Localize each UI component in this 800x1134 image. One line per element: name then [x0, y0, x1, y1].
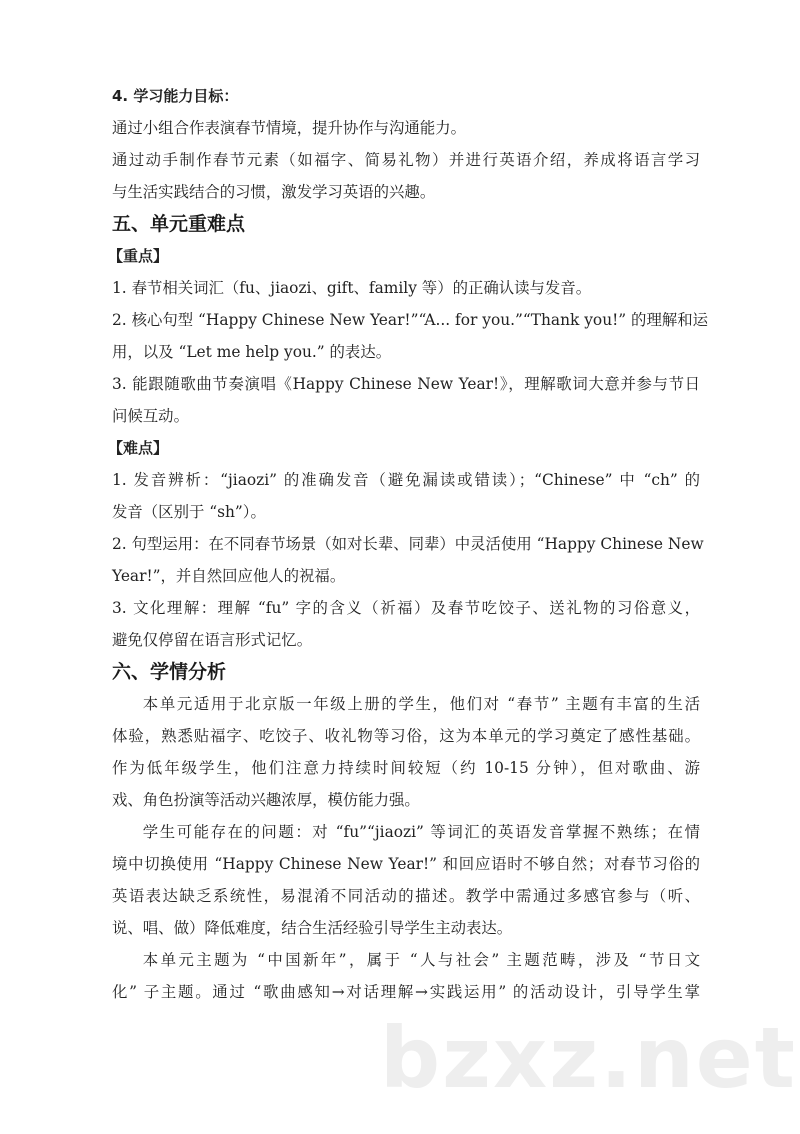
text-line: 体验，熟悉贴福字、吃饺子、收礼物等习俗，这为本单元的学习奠定了感性基础。: [112, 727, 700, 745]
text-line: 问候互动。: [112, 407, 189, 425]
text-line: 作为低年级学生，他们注意力持续时间较短（约 10-15 分钟），但对歌曲、游: [112, 759, 700, 777]
text-line: 本单元适用于北京版一年级上册的学生，他们对 “春节” 主题有丰富的生活: [142, 695, 700, 713]
document-page: [108, 80, 709, 1008]
section-heading: 五、单元重难点: [112, 213, 246, 235]
text-line: 3. 文化理解：理解 “fu” 字的含义（祈福）及春节吃饺子、送礼物的习俗意义，: [112, 599, 700, 617]
text-line: 3. 能跟随歌曲节奏演唱《Happy Chinese New Year!》，理解歌词大意并参与节日: [112, 375, 700, 393]
text-line: 英语表达缺乏系统性，易混淆不同活动的描述。教学中需通过多感官参与（听、: [112, 887, 700, 905]
text-line: 本单元主题为 “中国新年”，属于 “人与社会” 主题范畴，涉及 “节日文: [142, 951, 700, 969]
text-line: 通过动手制作春节元素（如福字、简易礼物）并进行英语介绍，养成将语言学习: [112, 151, 700, 169]
text-line: 与生活实践结合的习惯，激发学习英语的兴趣。: [112, 183, 436, 201]
text-line: 说、唱、做）降低难度，结合生活经验引导学生主动表达。: [112, 919, 513, 937]
text-line: 发音（区别于 “sh”）。: [112, 503, 266, 521]
text-line: 2. 核心句型 “Happy Chinese New Year!”“A... for you.”“Thank you!” 的理解和运: [112, 311, 709, 329]
text-line: 学生可能存在的问题：对 “fu”“jiaozi” 等词汇的英语发音掌握不熟练；在情: [142, 823, 700, 841]
key-points-label: 【重点】: [108, 247, 169, 265]
text-line: Year!”，并自然回应他人的祝福。: [112, 567, 346, 585]
text-line: 境中切换使用 “Happy Chinese New Year!” 和回应语时不够自然；对春节习俗的: [112, 855, 700, 873]
text-line: 通过小组合作表演春节情境，提升协作与沟通能力。: [112, 119, 466, 137]
watermark: bzxz.net: [380, 1009, 797, 1107]
text-line: 化” 子主题。通过 “歌曲感知→对话理解→实践运用” 的活动设计，引导学生掌: [112, 983, 700, 1001]
text-line: 2. 句型运用：在不同春节场景（如对长辈、同辈）中灵活使用 “Happy Chinese New: [112, 535, 704, 553]
text-line: 避免仅停留在语言形式记忆。: [112, 631, 313, 649]
text-line: 1. 春节相关词汇（fu、jiaozi、gift、family 等）的正确认读与发音。: [112, 279, 592, 297]
text-line: 戏、角色扮演等活动兴趣浓厚，模仿能力强。: [112, 791, 420, 809]
difficult-points-label: 【难点】: [108, 439, 169, 457]
section-heading: 六、学情分析: [112, 661, 227, 683]
text-line: 用，以及 “Let me help you.” 的表达。: [112, 343, 392, 361]
text-line: 1. 发音辨析：“jiaozi” 的准确发音（避免漏读或错读）；“Chinese” 中 “ch” 的: [112, 471, 700, 489]
subsection-title: 4. 学习能力目标：: [112, 87, 239, 105]
